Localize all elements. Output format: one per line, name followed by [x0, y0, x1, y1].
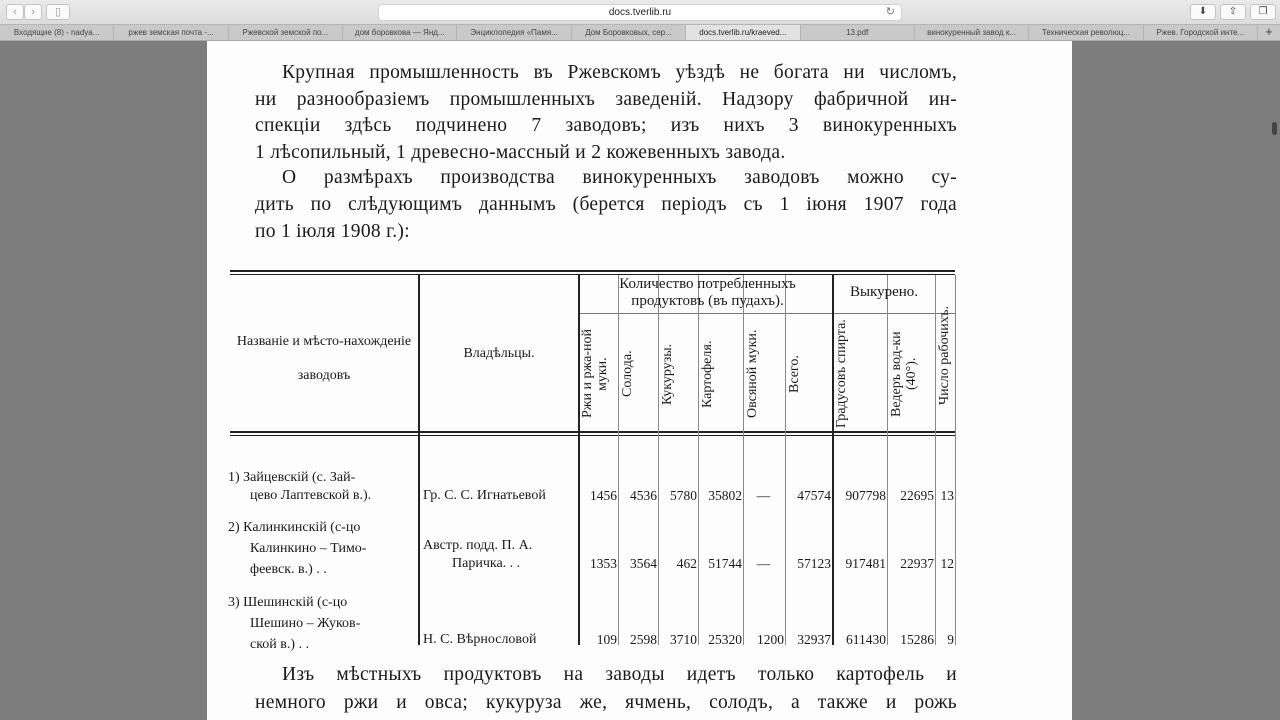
- reload-icon[interactable]: ↻: [885, 6, 895, 18]
- factory-name: Шешино – Жуков-: [250, 616, 361, 631]
- column-divider: [743, 275, 744, 645]
- owner-name: Н. С. Вѣрнословой: [423, 632, 537, 647]
- factory-name: 2) Калинкинскій (с-цо: [228, 520, 361, 535]
- cell-value: 3710: [670, 632, 697, 647]
- factory-name: 3) Шешинскій (с-цо: [228, 595, 348, 610]
- group-rule: [580, 313, 955, 314]
- cell-value: 22937: [900, 556, 934, 571]
- tab[interactable]: Входящие (8) - nadya...: [0, 25, 114, 40]
- owner-name: Паричка. . .: [452, 556, 521, 571]
- tab[interactable]: Дом Боровковых, сер...: [572, 25, 686, 40]
- forward-button[interactable]: ›: [24, 4, 42, 20]
- tab[interactable]: ржев земская почта -...: [114, 25, 228, 40]
- cell-value: 3564: [630, 556, 657, 571]
- text-line: Изъ мѣстныхъ продуктовъ на заводы идетъ только картофель и: [282, 664, 957, 685]
- header-column: Градусовъ спирта.: [834, 319, 849, 429]
- header-distilled: Выкурено.: [849, 284, 919, 300]
- text-line: О размѣрахъ производства винокуренныхъ заводовъ можно су-: [282, 167, 957, 188]
- text-line: Крупная промышленность въ Ржевскомъ уѣздѣ не богата ни числомъ,: [282, 62, 957, 83]
- cell-value: 917481: [845, 556, 886, 571]
- tab[interactable]: Ржевской земской по...: [229, 25, 343, 40]
- tab[interactable]: винокуренный завод к...: [915, 25, 1029, 40]
- cell-value: 1200: [757, 632, 784, 647]
- column-divider: [618, 275, 619, 645]
- factory-name: ской в.) . .: [250, 637, 310, 652]
- text-line: спекціи здѣсь подчинено 7 заводовъ; изъ нихъ 3 винокуренныхъ: [255, 115, 957, 136]
- cell-value: 1353: [590, 556, 617, 571]
- header-name: Названіе и мѣсто-нахожденіе заводовъ: [236, 334, 412, 383]
- cell-value: 1456: [590, 488, 617, 503]
- tab[interactable]: Ржев. Городской инте...: [1144, 25, 1258, 40]
- document-page: [207, 41, 1072, 720]
- cell-value: 4536: [630, 488, 657, 503]
- header-column: Всего.: [787, 355, 802, 393]
- header-column: Овсяной муки.: [745, 329, 760, 419]
- browser-toolbar: [0, 0, 1280, 24]
- tab[interactable]: Энциклопедия «Памя...: [457, 25, 571, 40]
- header-consumed: Количество потребленныхъ продуктовъ (въ пудахъ).: [619, 276, 796, 309]
- cell-value: 5780: [670, 488, 697, 503]
- column-divider: [785, 275, 786, 645]
- column-divider: [887, 275, 888, 645]
- cell-value: 15286: [900, 632, 934, 647]
- cell-value: 25320: [708, 632, 742, 647]
- header-bottom-rule: [230, 435, 955, 436]
- tab[interactable]: дом боровкова — Янд...: [343, 25, 457, 40]
- cell-value: 9: [947, 632, 954, 647]
- cell-value: —: [756, 556, 771, 571]
- header-column: Ржи и ржа-ной муки.: [580, 329, 610, 419]
- owner-name: Австр. подд. П. А.: [423, 538, 533, 553]
- cell-value: 462: [676, 556, 697, 571]
- header-column: Солода.: [620, 350, 635, 398]
- cell-value: 13: [940, 488, 954, 503]
- text-line: 1 лѣсопильный, 1 древесно-массный и 2 кожевенныхъ завода.: [255, 142, 786, 163]
- factory-name: феевск. в.) . .: [250, 562, 327, 577]
- cell-value: 22695: [900, 488, 934, 503]
- table-top-rule: [230, 274, 955, 275]
- column-divider: [955, 275, 956, 645]
- text-line: немного ржи и овса; кукуруза же, ячмень, солодъ, а также и рожь: [255, 692, 957, 713]
- tabs-overview-icon[interactable]: ❐: [1250, 4, 1276, 20]
- sidebar-toggle-icon[interactable]: ▯: [46, 4, 70, 20]
- new-tab-button[interactable]: +: [1265, 25, 1273, 39]
- header-bottom-rule: [230, 431, 955, 433]
- tab[interactable]: 13.pdf: [801, 25, 915, 40]
- cell-value: 109: [596, 632, 617, 647]
- column-divider: [698, 275, 699, 645]
- header-column: Кукурузы.: [660, 343, 675, 405]
- text-line: ни разнообразіемъ промышленныхъ заведеній. Надзору фабричной ин-: [255, 89, 957, 110]
- url-text: docs.tverlib.ru: [608, 7, 672, 18]
- factory-name: цево Лаптевской в.).: [250, 488, 372, 503]
- column-divider: [935, 275, 936, 645]
- header-column: Ведеръ вод-ки (40°).: [889, 331, 919, 417]
- cell-value: 2598: [630, 632, 657, 647]
- cell-value: 47574: [797, 488, 831, 503]
- header-column: Число рабочихъ.: [937, 305, 952, 405]
- table-top-rule: [230, 270, 955, 272]
- downloads-icon[interactable]: ⬇: [1190, 4, 1216, 20]
- column-divider: [418, 275, 420, 645]
- text-line: по 1 іюля 1908 г.):: [255, 221, 410, 242]
- cell-value: —: [756, 488, 771, 503]
- header-column: Картофеля.: [700, 340, 715, 408]
- column-divider: [658, 275, 659, 645]
- cell-value: 35802: [708, 488, 742, 503]
- cell-value: 12: [940, 556, 954, 571]
- scrollbar[interactable]: [1272, 122, 1277, 135]
- cell-value: 907798: [845, 488, 886, 503]
- owner-name: Гр. С. С. Игнатьевой: [423, 488, 546, 503]
- header-owner: Владѣльцы.: [463, 346, 535, 361]
- address-bar[interactable]: [378, 4, 902, 21]
- text-line: дить по слѣдующимъ даннымъ (берется періодъ съ 1 іюня 1907 года: [255, 194, 957, 215]
- factory-name: 1) Зайцевскій (с. Зай-: [228, 470, 356, 485]
- factory-name: Калинкино – Тимо-: [250, 541, 367, 556]
- cell-value: 51744: [708, 556, 742, 571]
- tab[interactable]: docs.tverlib.ru/kraeved...: [686, 25, 800, 40]
- share-icon[interactable]: ⇧: [1220, 4, 1246, 20]
- tab-bar: [0, 24, 1280, 41]
- cell-value: 611430: [846, 632, 886, 647]
- tab[interactable]: Техническая революц...: [1029, 25, 1143, 40]
- back-button[interactable]: ‹: [6, 4, 24, 20]
- cell-value: 57123: [797, 556, 831, 571]
- cell-value: 32937: [797, 632, 831, 647]
